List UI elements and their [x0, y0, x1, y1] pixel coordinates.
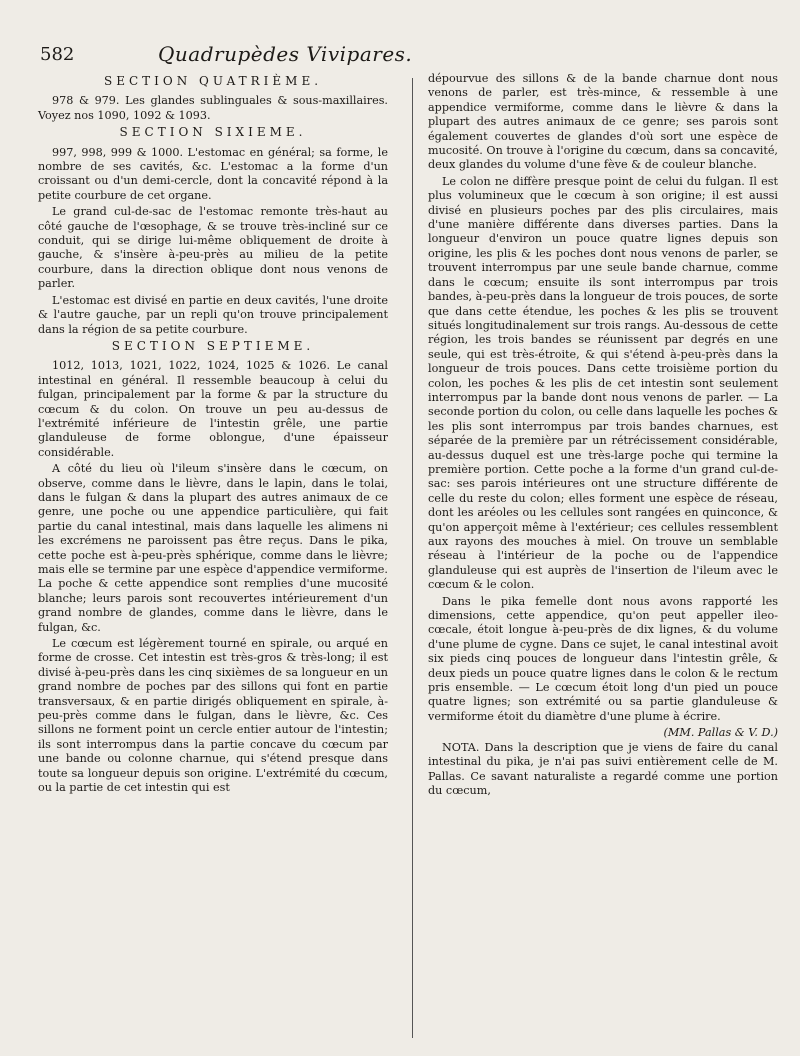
attribution: (MM. Pallas & V. D.) [663, 726, 778, 740]
body-paragraph: dépourvue des sillons & de la bande charnue dont nous venons de parler, est très-mince, & ressemble à une appendice vermiforme, comme dans le lièvre & dans la plupart des autres animaux de ce genre; ses parois sont également couvertes de glandes d'où sort une espèce de mucosité. On trouve à l'origine du cœcum, dans sa concavité, deux glandes du volume d'une fève & de couleur blanche. [428, 72, 778, 172]
page-header [40, 42, 770, 70]
nota-paragraph: NOTA. Dans la description que je viens de faire du canal intestinal du pika, je n'ai pas suivi entièrement celle de M. Pallas. Ce savant naturaliste a regardé comme une portion du cœcum, [428, 740, 778, 797]
section-7-paragraph: Le cœcum est légèrement tourné en spirale, ou arqué en forme de crosse. Cet intestin est très-gros & très-long; il est divisé à-peu-près dans les cinq sixièmes de sa longueur en un grand nombre de poches par des sillons qui font en partie transversaux, & en partie dirigés obliquement en spirale, à-peu-près comme dans le fulgan, dans le lièvre, &c. Ces sillons ne forment point un cercle entier autour de l'intestin; ils sont interrompus dans la partie concave du cœcum par une bande ou colonne charnue, qui s'étend presque dans toute sa longueur depuis son origine. L'extrémité du cœcum, ou la partie de cet intestin qui est [38, 637, 388, 795]
column-divider [412, 78, 413, 1038]
section-6-paragraph: 997, 998, 999 & 1000. L'estomac en général; sa forme, le nombre de ses cavités, &c. L'estomac a la forme d'un croissant ou d'un demi-cercle, dont la concavité répond à la petite courbure de cet organe. [38, 145, 388, 202]
section-6-title: SECTION SIXIEME. [119, 125, 307, 140]
running-head: Quadrupèdes Vivipares. [158, 42, 413, 66]
section-4-title: SECTION QUATRIÈME. [103, 74, 323, 88]
section-6-paragraph: L'estomac est divisé en partie en deux cavités, l'une droite & l'autre gauche, par un repli qu'on trouve principalement dans la région de sa petite courbure. [38, 293, 388, 336]
body-paragraph: Dans le pika femelle dont nous avons rapporté les dimensions, cette appendice, qu'on peut appeller ileo-cœcale, étoit longue à-peu-près de dix lignes, & du volume d'une plume de cygne. Dans ce sujet, le canal intestinal avoit six pieds cinq pouces de longueur dans l'intestin grêle, & deux pieds un pouce quatre lignes dans le colon & le rectum pris ensemble. — Le cœcum étoit long d'un pied un pouce quatre lignes; son extrémité ou sa partie glanduleuse & vermiforme étoit du diamètre d'une plume à écrire. [428, 594, 778, 723]
left-column [38, 72, 388, 798]
section-7-paragraph: 1012, 1013, 1021, 1022, 1024, 1025 & 1026. Le canal intestinal en général. Il ressemble beaucoup à celui du fulgan, principalement par la forme & par la structure du cœcum & du colon. On trouve un peu au-dessus de l'extrémité inférieure de l'intestin grêle, une partie glanduleuse de forme oblongue, d'une épaisseur considérable. [38, 359, 388, 459]
right-column [428, 72, 778, 800]
body-paragraph: Le colon ne diffère presque point de celui du fulgan. Il est plus volumineux que le cœcum à son origine; il est aussi divisé en plusieurs poches par des plis circulaires, mais d'une manière différente dans diverses parties. Dans la longueur d'environ un pouce quatre lignes depuis son origine, les plis & les poches dont nous venons de parler, se trouvent interrompus par une seule bande charnue, comme dans le cœcum; ensuite ils sont interrompus par trois bandes, à-peu-près dans la longueur de trois pouces, de sorte que dans cette étendue, les poches & les plis se trouvent situés longitudinalement sur trois rangs. Au-dessous de cette région, les trois bandes se réunissent par degrés en une seule, qui est très-étroite, & qui s'étend à-peu-près dans la longueur de trois pouces. Dans cette troisième portion du colon, les poches & les plis de cet intestin sont seulement interrompus par la bande dont nous venons de parler. — La seconde portion du colon, ou celle dans laquelle les poches & les plis sont interrompus par trois bandes charnues, est séparée de la première par un rétrécissement considérable, au-dessus duquel est une très-large poche qui termine la première portion. Cette poche a la forme d'un grand cul-de-sac: ses parois intérieures ont une structure différente de celle du reste du colon; elles forment une espèce de réseau, dont les aréoles ou les cellules sont rangées en quinconce, & qu'on apperçoit même à l'extérieur; ces cellules ressemblent aux rayons des mouches à miel. On trouve un semblable réseau à l'intérieur de la poche ou de l'appendice glanduleuse qui est auprès de l'insertion de l'ileum avec le cœcum & le colon. [428, 174, 778, 592]
page-number: 582 [40, 44, 75, 65]
section-7-title: SECTION SEPTIEME. [111, 338, 315, 353]
section-6-paragraph: Le grand cul-de-sac de l'estomac remonte très-haut au côté gauche de l'œsophage, & se trouve très-incliné sur ce conduit, qui se dirige lui-même obliquement de droite à gauche, & s'insère à-peu-près au milieu de la petite courbure, dans la direction oblique dont nous venons de parler. [38, 205, 388, 291]
section-4-body: 978 & 979. Les glandes sublinguales & sous-maxillaires. Voyez nos 1090, 1092 & 1093. [38, 94, 388, 122]
section-7-paragraph: A côté du lieu où l'ileum s'insère dans le cœcum, on observe, comme dans le lièvre, dans le lapin, dans le tolai, dans le fulgan & dans la plupart des autres animaux de ce genre, une poche ou une appendice particulière, qui fait partie du canal intestinal, mais dans laquelle les alimens ni les excrémens ne paroissent pas être reçus. Dans le pika, cette poche est à-peu-près sphérique, comme dans le lièvre; mais elle se termine par une espèce d'appendice vermiforme. La poche & cette appendice sont remplies d'une mucosité blanche; leurs parois sont recouvertes intérieurement d'un grand nombre de glandes, comme dans le lièvre, dans le fulgan, &c. [38, 462, 388, 634]
